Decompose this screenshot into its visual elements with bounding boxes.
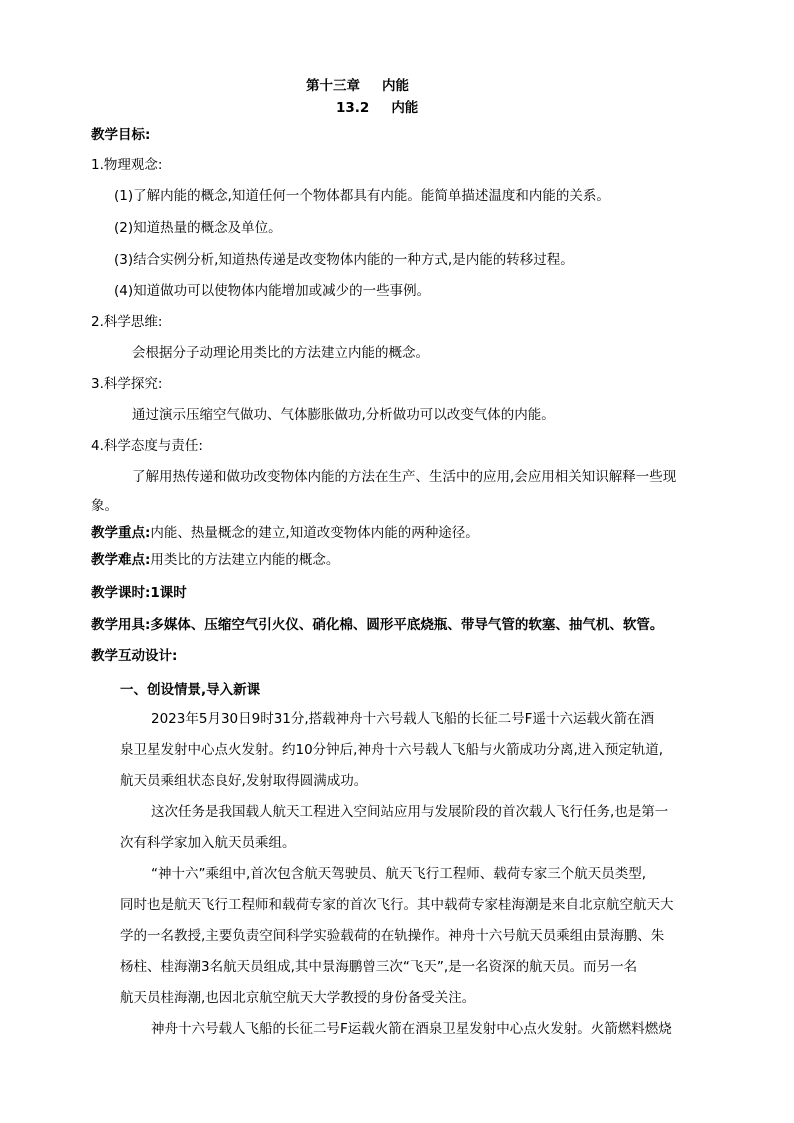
paragraph-3-line-1: “神十六”乘组中,首次包含航天驾驶员、航天飞行工程师、载荷专家三个航天员类型,	[151, 866, 647, 882]
objective-2-title: 2.科学思维:	[91, 314, 163, 330]
objective-1-point-3: (3)结合实例分析,知道热传递是改变物体内能的一种方式,是内能的转移过程。	[114, 252, 574, 268]
objective-4-text-line1: 了解用热传递和做功改变物体内能的方法在生产、生活中的应用,会应用相关知识解释一些现	[132, 469, 677, 485]
paragraph-1-line-2: 泉卫星发射中心点火发射。约10分钟后,神舟十六号载人飞船与火箭成功分离,进入预定轨道,	[120, 742, 664, 758]
paragraph-3-line-3: 学的一名教授,主要负责空间科学实验载荷的在轨操作。神舟十六号航天员乘组由景海鹏、朱	[120, 928, 665, 944]
key-points	[91, 523, 479, 543]
chapter-name: 内能	[382, 78, 409, 94]
paragraph-4-line-1: 神舟十六号载人飞船的长征二号F运载火箭在酒泉卫星发射中心点火发射。火箭燃料燃烧	[151, 1021, 672, 1037]
objective-2-text: 会根据分子动理论用类比的方法建立内能的概念。	[132, 345, 429, 361]
chapter-number: 第十三章	[306, 78, 360, 94]
section-title	[336, 98, 418, 118]
difficulty-label: 教学难点:	[91, 552, 151, 568]
objective-3-text: 通过演示压缩空气做功、气体膨胀做功,分析做功可以改变气体的内能。	[132, 407, 555, 423]
interactive-design-heading: 教学互动设计:	[91, 648, 178, 664]
objective-1-title: 1.物理观念:	[91, 157, 163, 173]
key-points-label: 教学重点:	[91, 525, 151, 541]
paragraph-3-line-5: 航天员桂海潮,也因北京航空航天大学教授的身份备受关注。	[120, 990, 476, 1006]
difficulty	[91, 550, 339, 570]
objective-1-point-1: (1)了解内能的概念,知道任何一个物体都具有内能。能简单描述温度和内能的关系。	[114, 188, 610, 204]
paragraph-1-line-3: 航天员乘组状态良好,发射取得圆满成功。	[120, 773, 368, 789]
objective-4-text-line2: 象。	[91, 498, 118, 514]
section-1-title: 一、创设情景,导入新课	[120, 682, 261, 698]
objective-1-point-2: (2)知道热量的概念及单位。	[114, 220, 282, 236]
paragraph-2-line-2: 次有科学家加入航天员乘组。	[120, 835, 296, 851]
paragraph-3-line-4: 杨柱、桂海潮3名航天员组成,其中景海鹏曾三次“飞天”,是一名资深的航天员。而另一名	[120, 959, 638, 975]
teaching-tools: 教学用具:多媒体、压缩空气引火仪、硝化棉、圆形平底烧瓶、带导气管的软塞、抽气机、软管。	[91, 617, 664, 633]
objective-3-title: 3.科学探究:	[91, 376, 163, 392]
objectives-heading: 教学目标:	[91, 127, 151, 143]
section-number: 13.2	[336, 100, 370, 116]
objective-1-point-4: (4)知道做功可以使物体内能增加或减少的一些事例。	[114, 283, 431, 299]
difficulty-text: 用类比的方法建立内能的概念。	[150, 552, 340, 568]
key-points-text: 内能、热量概念的建立,知道改变物体内能的两种途径。	[150, 525, 479, 541]
section-name: 内能	[391, 100, 419, 116]
chapter-title	[306, 76, 409, 96]
paragraph-1-line-1: 2023年5月30日9时31分,搭载神舟十六号载人飞船的长征二号F遥十六运载火箭在酒	[151, 711, 654, 727]
objective-4-title: 4.科学态度与责任:	[91, 438, 203, 454]
teaching-hours: 教学课时:1课时	[91, 585, 187, 601]
paragraph-3-line-2: 同时也是航天飞行工程师和载荷专家的首次飞行。其中载荷专家桂海潮是来自北京航空航天大	[120, 897, 674, 913]
paragraph-2-line-1: 这次任务是我国载人航天工程进入空间站应用与发展阶段的首次载人飞行任务,也是第一	[151, 804, 669, 820]
